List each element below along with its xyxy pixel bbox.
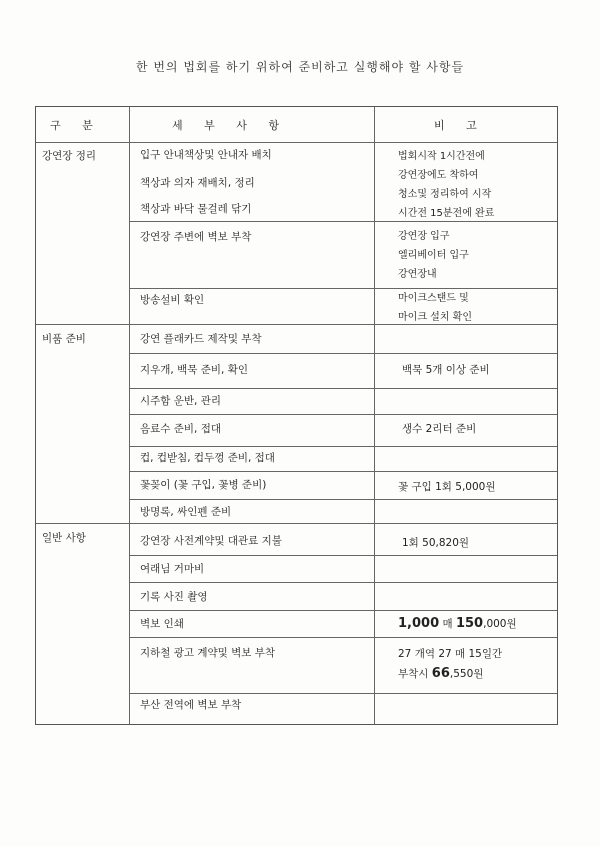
- note-line: 법회시작 1시간전에: [398, 151, 485, 162]
- section-label-general: 일반 사항: [42, 532, 86, 544]
- note-line: 강연장에도 착하여: [398, 170, 479, 181]
- note-cell: [398, 617, 517, 631]
- column-divider: [374, 107, 375, 724]
- detail-item: 방송설비 확인: [140, 294, 205, 306]
- header-divider: [36, 142, 557, 143]
- row-divider: [129, 610, 557, 611]
- note-cell: [398, 147, 494, 223]
- note-cell: 백묵 5개 이상 준비: [402, 364, 490, 376]
- note-emphasis: 1,000: [398, 616, 440, 631]
- row-divider: [129, 414, 557, 415]
- note-line: 27 개역 27 매 15일간: [398, 648, 503, 660]
- detail-item: 시주함 운반, 관리: [140, 395, 222, 407]
- row-divider: [129, 353, 557, 354]
- detail-item: 방명록, 싸인펜 준비: [140, 506, 232, 518]
- detail-item: 지하철 광고 계약및 벽보 부착: [140, 647, 276, 659]
- note-cell: [398, 227, 469, 284]
- detail-item: 강연장 사전계약및 대관료 지불: [140, 535, 282, 547]
- detail-item: 꽃꽂이 (꽃 구입, 꽃병 준비): [140, 479, 267, 491]
- note-line: 청소및 정리하여 시작: [398, 189, 492, 200]
- section-label-venue: 강연장 정리: [42, 150, 97, 162]
- detail-item: 컵, 컵받침, 컵두껑 준비, 접대: [140, 452, 275, 464]
- detail-item: 책상과 의자 재배치, 정리: [140, 177, 255, 189]
- document-title: 한 번의 법회를 하기 위하여 준비하고 실행해야 할 사항들: [135, 60, 465, 74]
- note-text: ,000원: [483, 618, 517, 630]
- row-divider: [129, 637, 557, 638]
- note-line: 마이크 설치 확인: [398, 312, 472, 323]
- row-divider: [129, 555, 557, 556]
- detail-item: 지우개, 백묵 준비, 확인: [140, 364, 248, 376]
- section-label-supplies: 비품 준비: [42, 333, 86, 345]
- note-cell: 1회 50,820원: [402, 537, 470, 549]
- column-divider: [129, 107, 130, 724]
- section-divider: [36, 324, 557, 325]
- note-line: 마이크스탠드 및: [398, 293, 469, 304]
- detail-item: 기록 사진 촬영: [140, 591, 208, 603]
- row-divider: [129, 499, 557, 500]
- note-line: 시간전 15분전에 완료: [398, 208, 495, 219]
- note-cell: 꽃 구입 1회 5,000원: [398, 481, 496, 493]
- detail-item: 여래님 거마비: [140, 563, 205, 575]
- note-text: ,550원: [449, 668, 484, 680]
- row-divider: [129, 446, 557, 447]
- detail-item: 벽보 인쇄: [140, 618, 184, 630]
- row-divider: [129, 288, 557, 289]
- note-cell: [398, 648, 502, 681]
- detail-item: 강연장 주변에 벽보 부착: [140, 231, 252, 243]
- note-text: 부착시: [398, 668, 429, 680]
- row-divider: [129, 693, 557, 694]
- note-line: [398, 667, 502, 681]
- note-line: 엘리베이터 입구: [398, 250, 469, 261]
- row-divider: [129, 582, 557, 583]
- header-notes: 비 고: [434, 119, 486, 132]
- detail-item: 강연 플래카드 제작및 부착: [140, 333, 262, 345]
- detail-item: 책상과 바닥 물걸레 닦기: [140, 203, 252, 215]
- note-text: 매: [442, 618, 453, 630]
- row-divider: [129, 471, 557, 472]
- note-line: 강연장 입구: [398, 231, 450, 242]
- detail-item: 부산 전역에 벽보 부착: [140, 699, 242, 711]
- note-emphasis: 150: [455, 616, 484, 631]
- detail-item: 음료수 준비, 접대: [140, 423, 222, 435]
- header-category: 구 분: [50, 119, 102, 132]
- note-cell: [398, 289, 472, 327]
- row-divider: [129, 388, 557, 389]
- detail-item: 입구 안내책상및 안내자 배치: [140, 149, 272, 161]
- checklist-table: [35, 106, 558, 725]
- section-divider: [36, 523, 557, 524]
- note-line: 강연장내: [398, 269, 437, 280]
- note-emphasis: 66: [431, 666, 450, 681]
- note-cell: 생수 2리터 준비: [402, 423, 477, 435]
- header-details: 세 부 사 항: [172, 119, 288, 132]
